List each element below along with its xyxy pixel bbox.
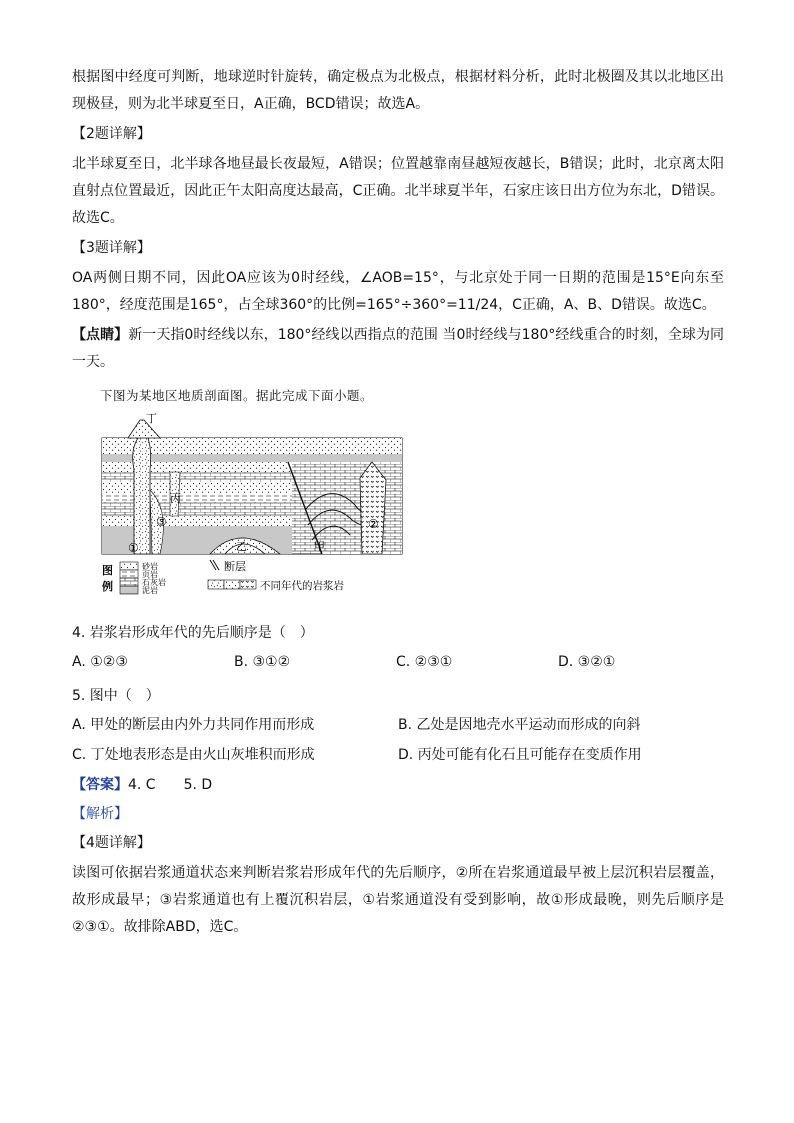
fault-symbol-icon [210,560,219,570]
analysis-label: 【解析】 [72,806,128,822]
label-bing: 丙 [170,492,181,505]
paragraph-q3-explanation: OA两侧日期不同，因此OA应该为0时经线，∠AOB=15°，与北京处于同一日期的范围是15°E向东至180°，经度范围是165°，占全球360°的比例=165°÷360°=11/24，C正确，A、B、D错误。故选C。 [72,270,724,313]
legend-title-2: 例 [102,580,113,593]
question-5-stem: 5. 图中（ ） [72,688,160,704]
label-ding: 丁 [146,412,157,425]
heading-q3-detail: 【3题详解】 [72,240,151,256]
question-5-option-a: A. 甲处的断层由内外力共同作用而形成 [72,717,315,733]
question-4-options [72,647,724,677]
legend-fault: 断层 [224,560,246,573]
paragraph-q4-explanation: 读图可依据岩浆通道状态来判断岩浆岩形成年代的先后顺序，②所在岩浆通道最早被上层沉积岩层覆盖，故形成最早；③岩浆通道也有上覆沉积岩层，①岩浆通道没有受到影响，故①形成最晚，则先后顺序是②③①。故排除ABD，选C。 [72,865,724,935]
question-5-option-b: B. 乙处是因地壳水平运动而形成的向斜 [398,717,641,733]
legend-sandstone: 砂岩 [142,562,158,571]
label-yi: 乙 [236,540,247,553]
legend-limestone: 石灰岩 [142,578,166,587]
answer-text: 4. C 5. D [128,777,213,793]
paragraph-q1-explanation: 根据图中经度可判断，地球逆时针旋转，确定极点为北极点，根据材料分析，此时北极圈及其以北地区出现极昼，则为北半球夏至日，A正确，BCD错误；故选A。 [72,69,724,112]
cross-section-svg [90,410,420,610]
answer-line [72,772,724,799]
label-jia: 甲 [314,540,325,553]
question-4-option-a: A. ①②③ [72,654,128,670]
label-magma-1: ① [128,541,139,555]
heading-q4-detail: 【4题详解】 [72,835,151,851]
question-4-option-c: C. ②③① [396,654,453,670]
legend-shale: 页岩 [142,570,158,579]
geologic-cross-section-figure [90,410,420,610]
tip-paragraph [72,322,724,376]
question-4-option-b: B. ③①② [234,654,291,670]
legend-magma: 不同年代的岩浆岩 [260,580,344,592]
tip-label: 【点睛】 [72,327,129,343]
question-5-option-d: D. 丙处可能有化石且可能存在变质作用 [398,747,642,763]
figure-lead-text: 下图为某地区地质剖面图。据此完成下面小题。 [100,388,374,403]
legend-mudstone: 泥岩 [142,586,158,595]
question-4-option-d: D. ③②① [558,654,616,670]
label-magma-2: ② [368,517,379,531]
question-4-stem: 4. 岩浆岩形成年代的先后顺序是（ ） [72,625,314,641]
answer-label: 【答案】 [72,777,128,793]
paragraph-q2-explanation: 北半球夏至日，北半球各地昼最长夜最短，A错误；位置越靠南昼越短夜越长，B错误；此时，北京离太阳直射点位置最近，因此正午太阳高度达最高，C正确。北半球夏半年，石家庄该日出方位为东北，D错误。故选C。 [72,156,724,226]
heading-q2-detail: 【2题详解】 [72,126,151,142]
figure-legend [102,559,344,595]
question-5-options [72,710,724,770]
question-5-option-c: C. 丁处地表形态是由火山灰堆积而形成 [72,747,315,763]
document-page [72,64,724,944]
label-magma-3: ③ [156,515,167,529]
legend-title-1: 图 [102,564,113,577]
tip-text: 新一天指0时经线以东，180°经线以西指点的范围 当0时经线与180°经线重合的时刻，全球为同一天。 [72,327,724,370]
